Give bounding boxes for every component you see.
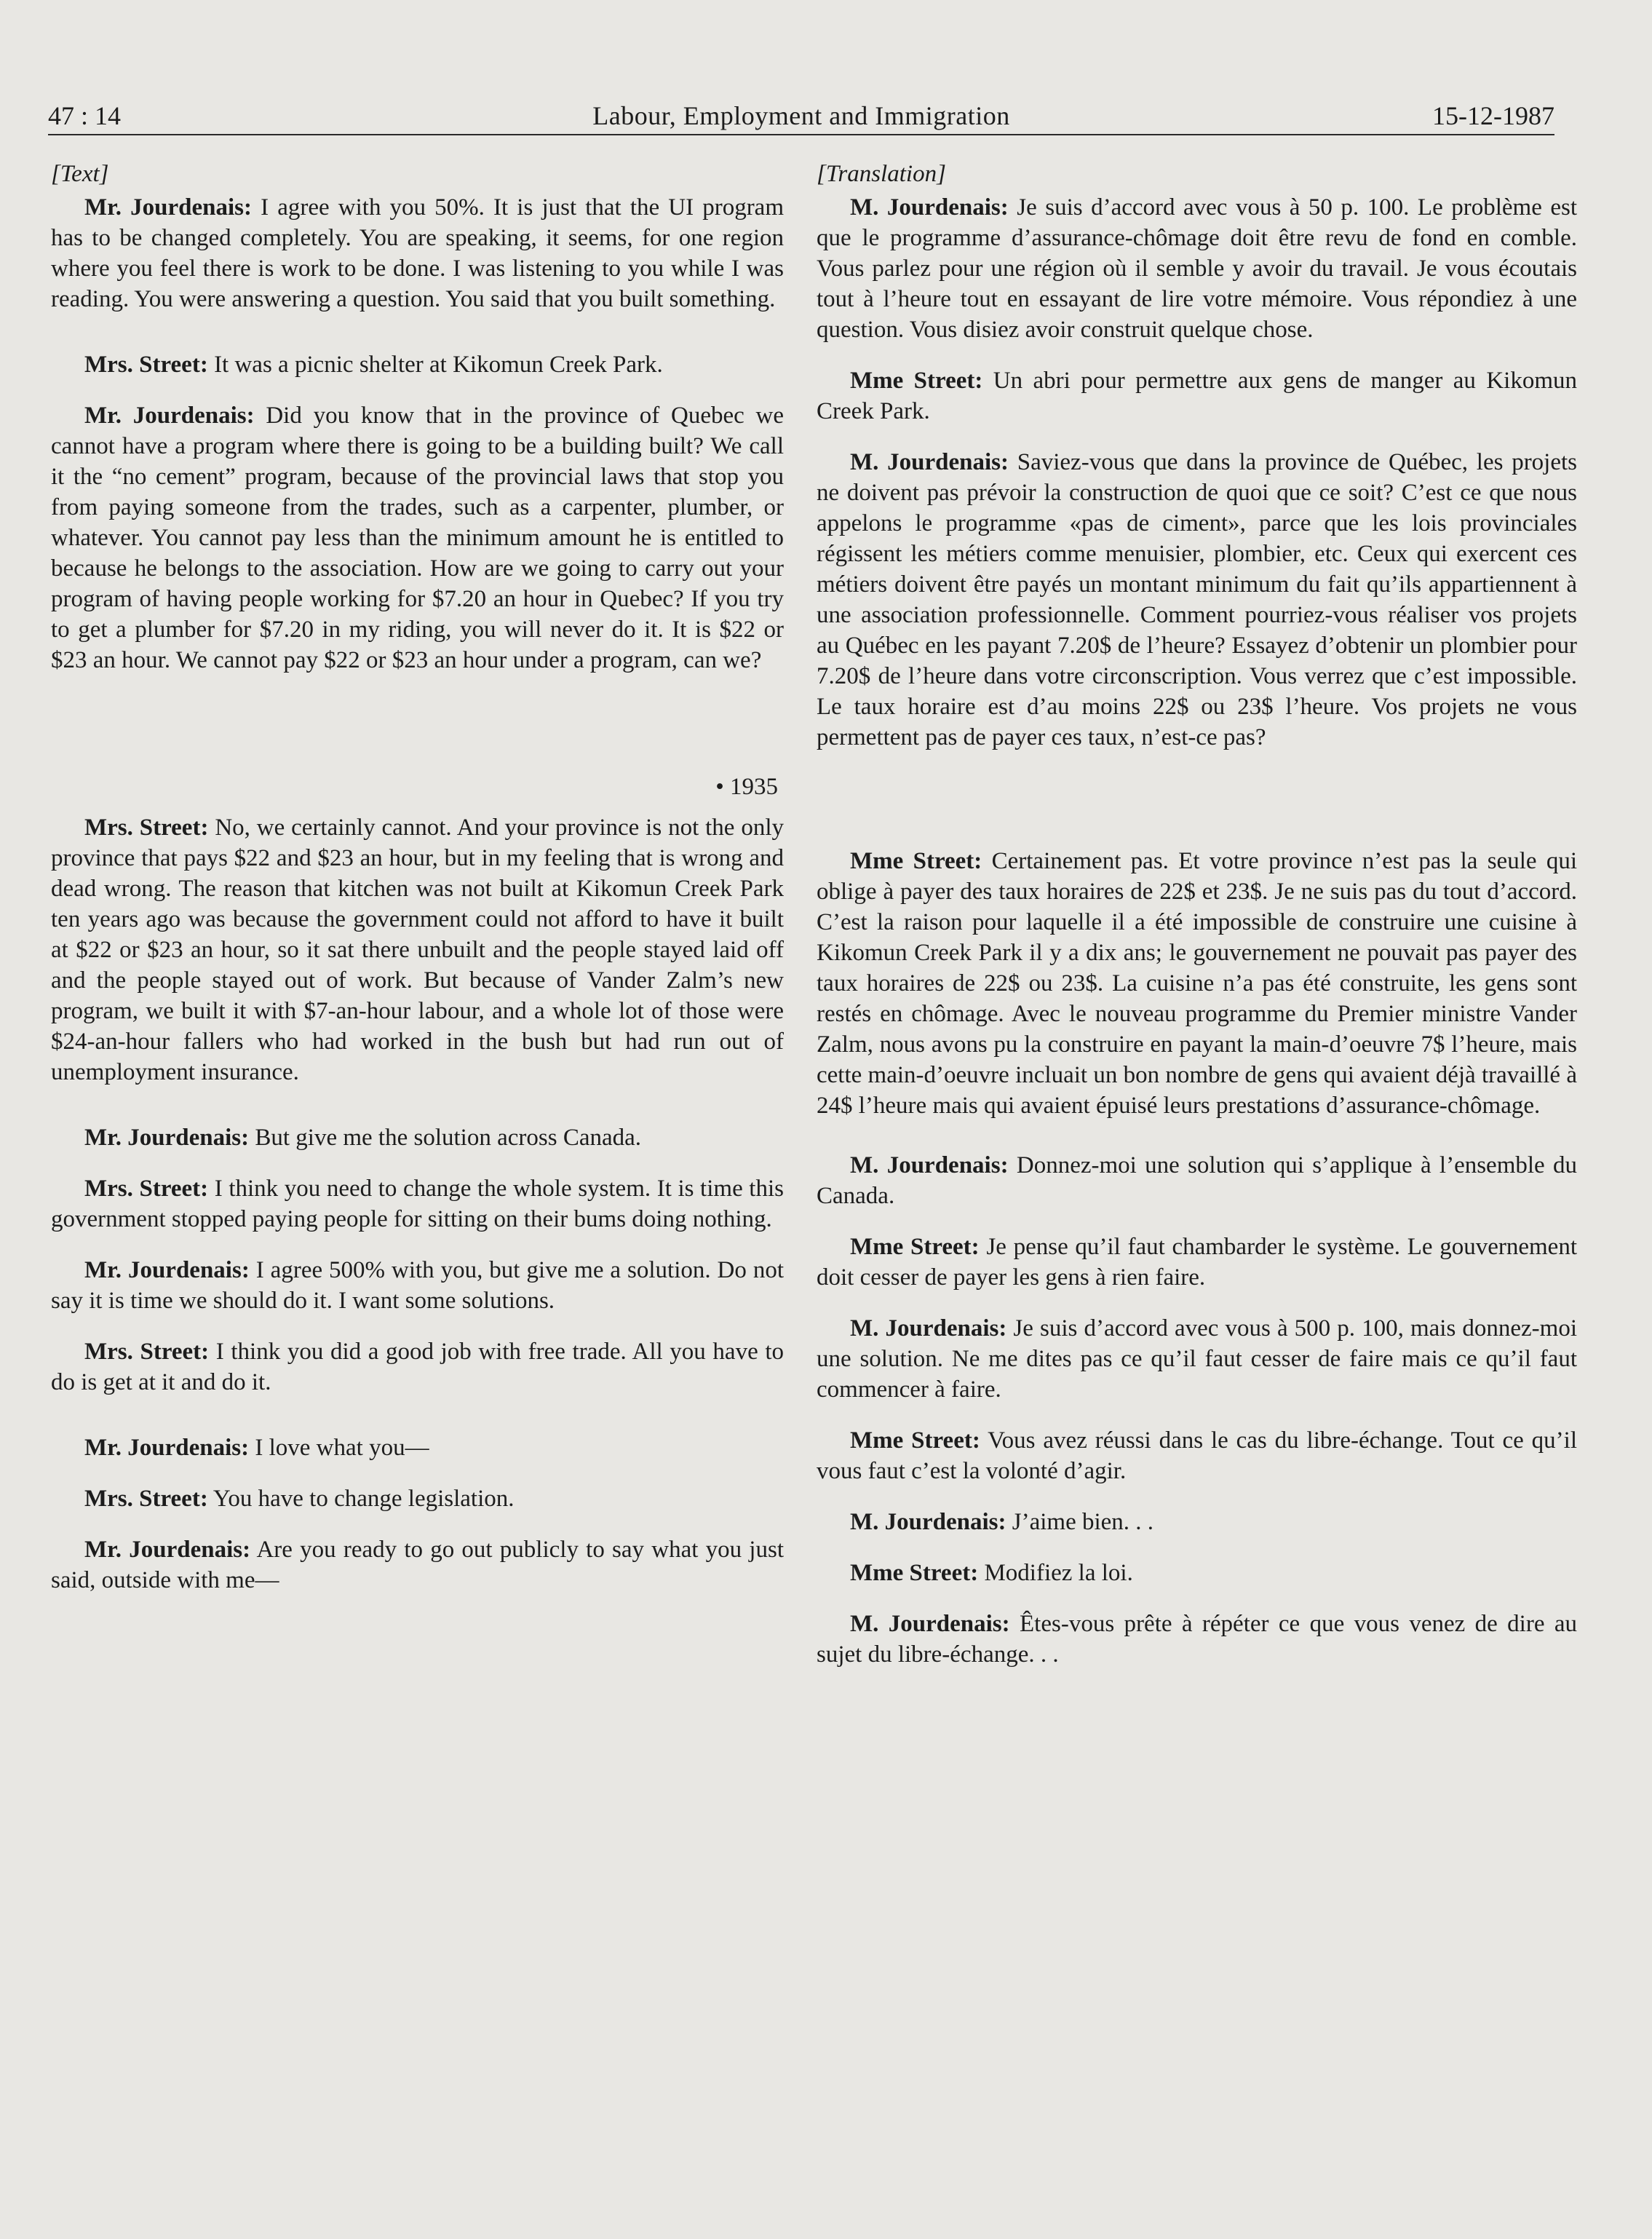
transcript-paragraph	[817, 1558, 1577, 1588]
speaker-name: Mme Street:	[850, 1560, 979, 1586]
speaker-name: Mr. Jourdenais:	[84, 194, 252, 221]
paragraph-text: Vous avez réussi dans le cas du libre-échange. Tout ce qu’il vous faut c’est la volonté d’agir.	[817, 1427, 1577, 1484]
speaker-name: M. Jourdenais:	[850, 449, 1009, 475]
transcript-paragraph	[51, 1534, 784, 1596]
paragraph-text: I love what you—	[249, 1435, 429, 1461]
transcript-paragraph	[817, 1313, 1577, 1405]
speaker-name: M. Jourdenais:	[850, 1152, 1009, 1178]
paragraph-text: Certainement pas. Et votre province n’est pas la seule qui oblige à payer des taux horaires de 22$ et 23$. Je ne suis pas du tout d’accord. C’est la raison pour laquelle il a été impossible de construire une cuisine à Kikomun Creek Park il y a dix ans; le gouvernement ne pouvait pas payer des taux horaires de 22$ ou 23$. La cuisine n’a pas été construite, les gens sont restés en chômage. Avec le nouveau programme du Premier ministre Vander Zalm, nous avons pu la construire en payant la main-d’oeuvre 7$ l’heure, mais cette main-d’oeuvre incluait un bon nombre de gens qui avaient déjà travaillé à 24$ l’heure mais qui avaient épuisé leurs prestations d’assurance-chômage.	[817, 848, 1577, 1119]
transcript-paragraph	[817, 1507, 1577, 1537]
speaker-name: Mr. Jourdenais:	[84, 1537, 251, 1563]
transcript-paragraph	[51, 192, 784, 314]
paragraph-text: I think you need to change the whole system. It is time this government stopped paying people for sitting on their bums doing nothing.	[51, 1176, 784, 1232]
paragraph-text: It was a picnic shelter at Kikomun Creek Park.	[207, 352, 663, 378]
paragraph-text: Modifiez la loi.	[978, 1560, 1133, 1586]
transcript-paragraph	[817, 1609, 1577, 1670]
speaker-name: Mr. Jourdenais:	[84, 403, 255, 429]
paragraph-text: But give me the solution across Canada.	[249, 1125, 642, 1151]
speaker-name: Mr. Jourdenais:	[84, 1257, 250, 1283]
committee-title: Labour, Employment and Immigration	[592, 101, 1010, 130]
paragraph-text: Are you ready to go out publicly to say what you just said, outside with me—	[51, 1537, 784, 1593]
paragraph-text: Donnez-moi une solution qui s’applique à l’ensemble du Canada.	[817, 1152, 1577, 1209]
paragraph-text: Je suis d’accord avec vous à 500 p. 100, mais donnez-moi une solution. Ne me dites pas ce qu’il faut cesser de faire mais ce qu’il faut commencer à faire.	[817, 1315, 1577, 1403]
transcript-paragraph	[51, 1173, 784, 1235]
transcript-paragraph	[817, 1150, 1577, 1211]
speaker-name: Mme Street:	[850, 368, 983, 394]
transcript-paragraph	[817, 1232, 1577, 1293]
paragraph-text: Saviez-vous que dans la province de Québec, les projets ne doivent pas prévoir la construction de quoi que ce soit? C’est ce que nous appelons le programme «pas de ciment», parce que les lois provinciales régissent les métiers comme menuisier, plombier, etc. Ceux qui exercent ces métiers doivent être payés un montant minimum du fait qu’ils appartiennent à une association professionnelle. Comment pourriez-vous réaliser vos projets au Québec en les payant 7.20$ de l’heure? Essayez d’obtenir un plombier pour 7.20$ de l’heure dans votre circonscription. Vous verrez que c’est impossible. Le taux horaire est d’au moins 22$ ou 23$ l’heure. Vos projets ne vous permettent pas de payer ces taux, n’est-ce pas?	[817, 449, 1578, 750]
transcript-paragraph	[51, 1122, 784, 1153]
speaker-name: Mrs. Street:	[84, 815, 209, 841]
paragraph-text: You have to change legislation.	[207, 1486, 515, 1512]
language-tag: [Translation]	[817, 161, 946, 187]
language-tag: [Text]	[51, 161, 109, 187]
transcript-paragraph	[51, 349, 784, 380]
transcript-paragraph	[51, 1255, 784, 1316]
paragraph-text: No, we certainly cannot. And your province is not the only province that pays $22 and $23 an hour, but in my feeling that is wrong and dead wrong. The reason that kitchen was not built at Kikomun Creek Park ten years ago was because the government could not afford to have it built at $22 or $23 an hour, so it sat there unbuilt and the people stayed laid off and the people stayed out of work. But because of Vander Zalm’s new program, we built it with $7-an-hour labour, and a whole lot of those were $24-an-hour fallers who had worked in the bush but had run out of unemployment insurance.	[51, 815, 784, 1085]
paragraph-text: I agree 500% with you, but give me a solution. Do not say it is time we should do it. I want some solutions.	[51, 1257, 784, 1314]
english-column	[51, 159, 784, 1616]
speaker-name: Mr. Jourdenais:	[84, 1125, 250, 1151]
transcript-paragraph	[817, 365, 1577, 427]
paragraph-text: Je suis d’accord avec vous à 50 p. 100. Le problème est que le programme d’assurance-chômage doit être revu de fond en comble. Vous parlez pour une région où il semble y avoir du travail. Je vous écoutais tout à l’heure tout en essayant de lire votre mémoire. Vous répondiez à une question. Vous disiez avoir construit quelque chose.	[817, 194, 1577, 343]
paragraph-text: I agree with you 50%. It is just that the UI program has to be changed completely. You are speaking, it seems, for one region where you feel there is work to be done. I was listening to you while I was reading. You were answering a question. You said that you built something.	[51, 194, 785, 312]
speaker-name: M. Jourdenais:	[850, 1315, 1007, 1342]
speaker-name: Mme Street:	[850, 1234, 980, 1260]
speaker-name: Mrs. Street:	[84, 352, 208, 378]
speaker-name: Mrs. Street:	[84, 1339, 210, 1365]
transcript-paragraph	[817, 192, 1577, 345]
paragraph-text: J’aime bien. . .	[1006, 1509, 1154, 1535]
transcript-paragraph	[51, 400, 784, 675]
header-date: 15-12-1987	[1432, 101, 1554, 130]
transcript-paragraph	[817, 1425, 1577, 1486]
paragraph-text: Did you know that in the province of Quebec we cannot have a program where there is going to be a building built? We call it the “no cement” program, because of the provincial laws that stop you from paying someone from the trades, such as a carpenter, plumber, or whatever. You cannot pay less than the minimum amount he is entitled to because he belongs to the association. How are we going to carry out your program of having people working for $7.20 an hour in Quebec? If you try to get a plumber for $7.20 in my riding, you will never do it. It is $22 or $23 an hour. We cannot pay $22 or $23 an hour under a program, can we?	[51, 403, 784, 673]
time-marker: • 1935	[715, 774, 778, 800]
transcript-paragraph	[51, 1483, 784, 1514]
transcript-paragraph	[817, 846, 1577, 1121]
speaker-name: Mrs. Street:	[84, 1176, 209, 1202]
speaker-name: Mme Street:	[850, 848, 982, 874]
paragraph-text: I think you did a good job with free trade. All you have to do is get at it and do it.	[51, 1339, 784, 1395]
paragraph-text: Je pense qu’il faut chambarder le système. Le gouvernement doit cesser de payer les gens à rien faire.	[817, 1234, 1578, 1291]
speaker-name: Mrs. Street:	[84, 1486, 208, 1512]
speaker-name: M. Jourdenais:	[850, 1509, 1006, 1535]
transcript-paragraph	[51, 1336, 784, 1398]
french-column	[817, 159, 1577, 1690]
speaker-name: Mme Street:	[850, 1427, 980, 1454]
speaker-name: M. Jourdenais:	[850, 1611, 1010, 1637]
page-reference: 47 : 14	[48, 101, 122, 130]
transcript-paragraph	[51, 1432, 784, 1463]
paragraph-text: Êtes-vous prête à répéter ce que vous venez de dire au sujet du libre-échange. . .	[817, 1611, 1578, 1668]
speaker-name: M. Jourdenais:	[850, 194, 1009, 221]
transcript-paragraph	[51, 812, 784, 1087]
paragraph-text: Un abri pour permettre aux gens de manger au Kikomun Creek Park.	[817, 368, 1577, 424]
running-header	[48, 100, 1554, 135]
transcript-paragraph	[817, 447, 1577, 753]
speaker-name: Mr. Jourdenais:	[84, 1435, 250, 1461]
